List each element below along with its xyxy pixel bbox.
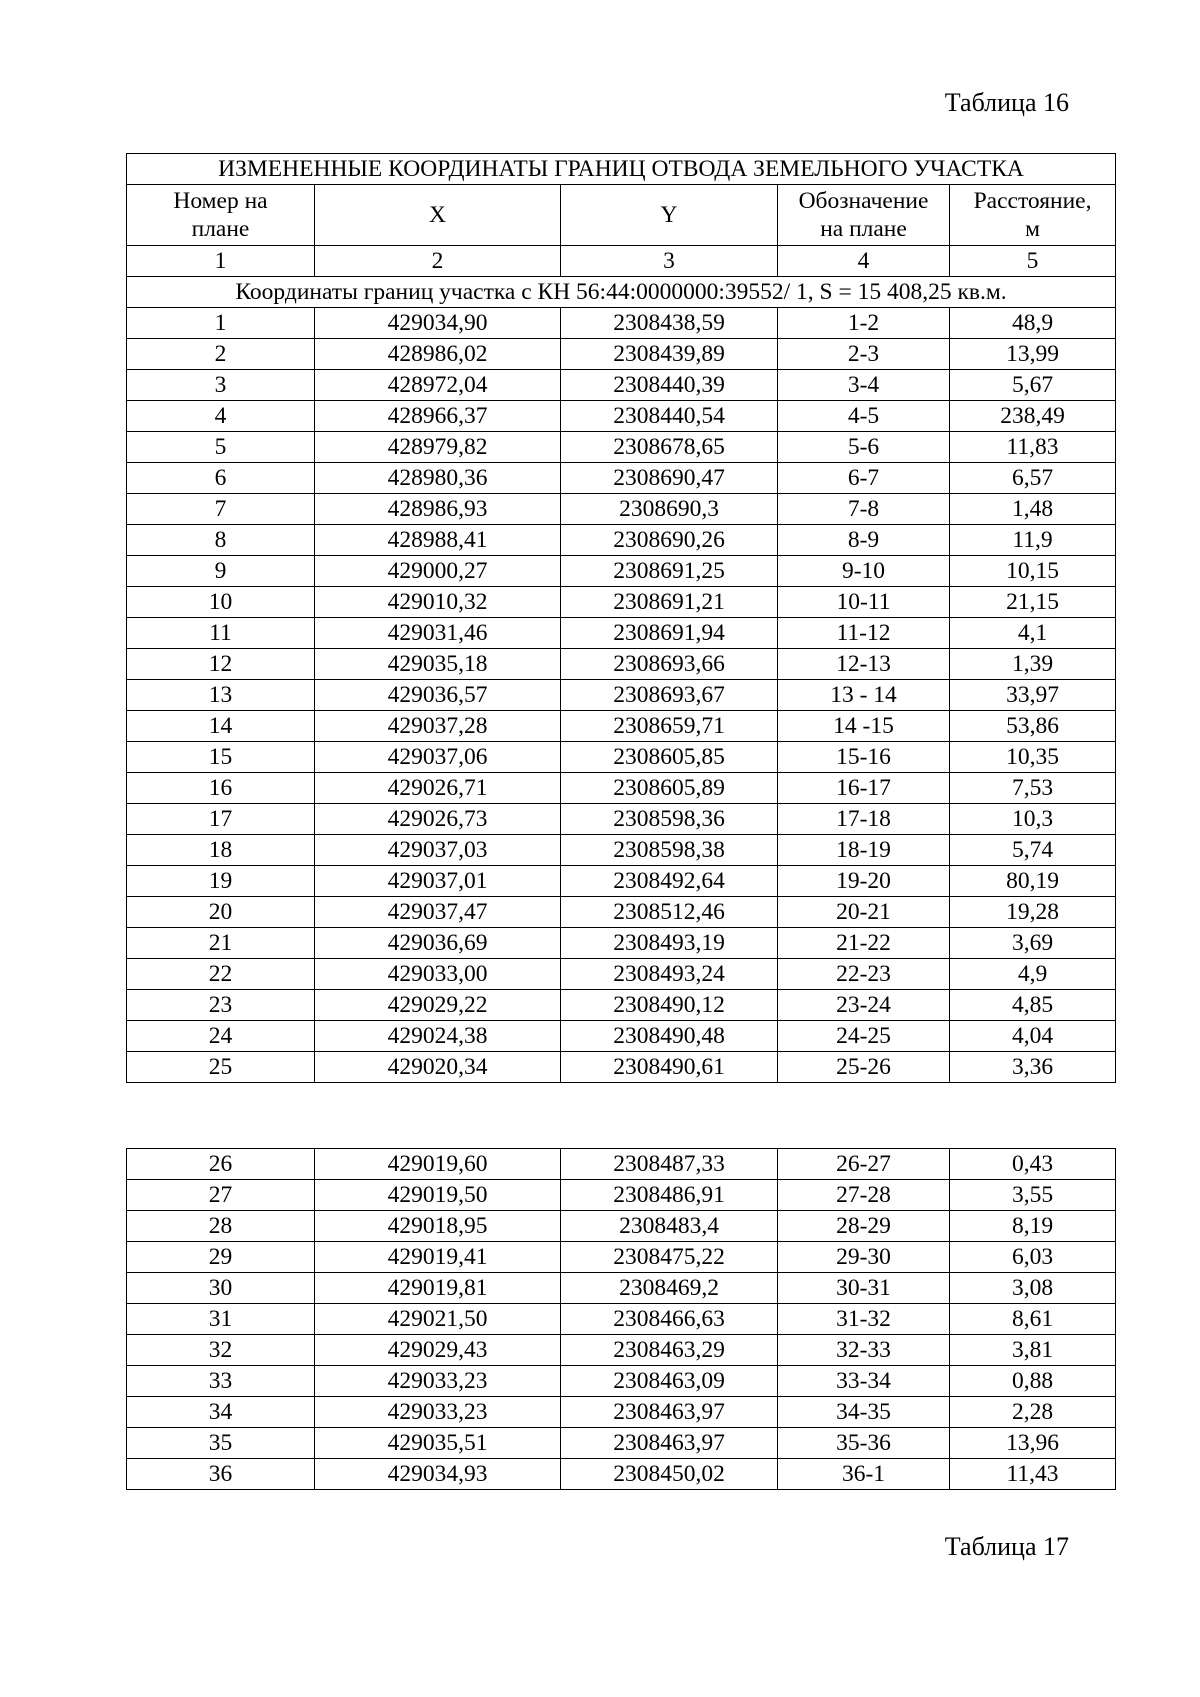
cell-x: 428980,36 [315, 463, 561, 494]
table-row [127, 308, 1116, 339]
cell-y: 2308690,3 [561, 494, 778, 525]
cell-x: 429019,41 [315, 1242, 561, 1273]
cell-distance: 10,15 [950, 556, 1116, 587]
cell-plan-number: 24 [127, 1021, 315, 1052]
cell-plan-number: 2 [127, 339, 315, 370]
cell-designation: 19-20 [778, 866, 950, 897]
cell-y: 2308463,97 [561, 1428, 778, 1459]
cell-designation: 18-19 [778, 835, 950, 866]
table-row [127, 1021, 1116, 1052]
cell-designation: 33-34 [778, 1366, 950, 1397]
table-row [127, 773, 1116, 804]
cell-designation: 14 -15 [778, 711, 950, 742]
cell-y: 2308490,12 [561, 990, 778, 1021]
table-row [127, 463, 1116, 494]
cell-y: 2308490,48 [561, 1021, 778, 1052]
cell-x: 429036,57 [315, 680, 561, 711]
cell-y: 2308693,67 [561, 680, 778, 711]
cell-designation: 32-33 [778, 1335, 950, 1366]
table-row [127, 556, 1116, 587]
cell-plan-number: 10 [127, 587, 315, 618]
header-plan-number [127, 185, 315, 246]
cell-designation: 11-12 [778, 618, 950, 649]
column-number-5: 5 [950, 246, 1116, 277]
table-row [127, 432, 1116, 463]
cell-x: 429024,38 [315, 1021, 561, 1052]
cell-x: 428979,82 [315, 432, 561, 463]
cell-plan-number: 17 [127, 804, 315, 835]
cell-plan-number: 14 [127, 711, 315, 742]
cell-distance: 3,08 [950, 1273, 1116, 1304]
cell-x: 429035,18 [315, 649, 561, 680]
cell-designation: 27-28 [778, 1180, 950, 1211]
cell-distance: 19,28 [950, 897, 1116, 928]
table-row [127, 897, 1116, 928]
cell-y: 2308466,63 [561, 1304, 778, 1335]
cell-designation: 31-32 [778, 1304, 950, 1335]
cell-y: 2308463,29 [561, 1335, 778, 1366]
cell-x: 429021,50 [315, 1304, 561, 1335]
cell-designation: 29-30 [778, 1242, 950, 1273]
cell-designation: 13 - 14 [778, 680, 950, 711]
title-row [127, 154, 1116, 185]
cell-distance: 1,48 [950, 494, 1116, 525]
cell-x: 429026,73 [315, 804, 561, 835]
cell-y: 2308475,22 [561, 1242, 778, 1273]
cell-distance: 1,39 [950, 649, 1116, 680]
table-row [127, 401, 1116, 432]
column-number-1: 1 [127, 246, 315, 277]
cell-plan-number: 9 [127, 556, 315, 587]
cell-designation: 20-21 [778, 897, 950, 928]
cell-plan-number: 16 [127, 773, 315, 804]
cell-designation: 7-8 [778, 494, 950, 525]
cell-plan-number: 29 [127, 1242, 315, 1273]
cell-distance: 7,53 [950, 773, 1116, 804]
cell-x: 428986,02 [315, 339, 561, 370]
table-row [127, 835, 1116, 866]
cell-distance: 13,96 [950, 1428, 1116, 1459]
cell-plan-number: 22 [127, 959, 315, 990]
table-row [127, 804, 1116, 835]
table-row [127, 1242, 1116, 1273]
cell-x: 429029,22 [315, 990, 561, 1021]
cell-y: 2308440,54 [561, 401, 778, 432]
cell-y: 2308659,71 [561, 711, 778, 742]
cell-distance: 0,43 [950, 1149, 1116, 1180]
table-title: ИЗМЕНЕННЫЕ КООРДИНАТЫ ГРАНИЦ ОТВОДА ЗЕМЕЛЬНОГО УЧАСТКА [127, 154, 1116, 185]
cell-x: 429035,51 [315, 1428, 561, 1459]
cell-plan-number: 4 [127, 401, 315, 432]
table-row [127, 525, 1116, 556]
cell-designation: 10-11 [778, 587, 950, 618]
cell-x: 429018,95 [315, 1211, 561, 1242]
cell-x: 429033,23 [315, 1366, 561, 1397]
cell-designation: 5-6 [778, 432, 950, 463]
cell-distance: 10,3 [950, 804, 1116, 835]
header-x [315, 185, 561, 246]
cell-plan-number: 8 [127, 525, 315, 556]
cell-y: 2308493,24 [561, 959, 778, 990]
cell-x: 429031,46 [315, 618, 561, 649]
cell-x: 428972,04 [315, 370, 561, 401]
cell-designation: 26-27 [778, 1149, 950, 1180]
cell-plan-number: 1 [127, 308, 315, 339]
cell-plan-number: 21 [127, 928, 315, 959]
coordinates-table-part2 [126, 1148, 1116, 1490]
cell-y: 2308693,66 [561, 649, 778, 680]
cell-y: 2308605,85 [561, 742, 778, 773]
cell-distance: 4,9 [950, 959, 1116, 990]
cell-x: 429019,81 [315, 1273, 561, 1304]
cell-y: 2308483,4 [561, 1211, 778, 1242]
cell-plan-number: 33 [127, 1366, 315, 1397]
cell-distance: 3,69 [950, 928, 1116, 959]
table-row [127, 1052, 1116, 1083]
table-row [127, 494, 1116, 525]
cell-plan-number: 6 [127, 463, 315, 494]
cell-designation: 2-3 [778, 339, 950, 370]
header-plan-number-line2: плане [191, 216, 250, 242]
cell-y: 2308490,61 [561, 1052, 778, 1083]
cell-designation: 6-7 [778, 463, 950, 494]
cell-designation: 16-17 [778, 773, 950, 804]
cell-plan-number: 11 [127, 618, 315, 649]
column-number-row [127, 246, 1116, 277]
table-row [127, 370, 1116, 401]
cell-x: 429036,69 [315, 928, 561, 959]
cell-plan-number: 30 [127, 1273, 315, 1304]
cell-y: 2308440,39 [561, 370, 778, 401]
cell-x: 429037,28 [315, 711, 561, 742]
cell-distance: 80,19 [950, 866, 1116, 897]
cell-distance: 3,81 [950, 1335, 1116, 1366]
cell-distance: 0,88 [950, 1366, 1116, 1397]
cell-x: 429010,32 [315, 587, 561, 618]
cell-y: 2308463,09 [561, 1366, 778, 1397]
header-x-label: X [429, 202, 446, 228]
header-distance-line2: м [1025, 216, 1040, 242]
section-row [127, 277, 1116, 308]
cell-y: 2308450,02 [561, 1459, 778, 1490]
cell-designation: 15-16 [778, 742, 950, 773]
header-designation [778, 185, 950, 246]
cell-plan-number: 34 [127, 1397, 315, 1428]
cell-plan-number: 32 [127, 1335, 315, 1366]
cell-designation: 1-2 [778, 308, 950, 339]
cell-y: 2308605,89 [561, 773, 778, 804]
cell-y: 2308690,47 [561, 463, 778, 494]
cell-plan-number: 13 [127, 680, 315, 711]
cell-x: 429034,90 [315, 308, 561, 339]
cell-designation: 12-13 [778, 649, 950, 680]
cell-distance: 5,74 [950, 835, 1116, 866]
cell-designation: 22-23 [778, 959, 950, 990]
cell-y: 2308690,26 [561, 525, 778, 556]
table-row [127, 339, 1116, 370]
cell-distance: 48,9 [950, 308, 1116, 339]
header-plan-number-line1: Номер на [173, 188, 268, 214]
header-designation-line1: Обозначение [798, 188, 929, 214]
header-y-label: Y [660, 202, 678, 228]
cell-x: 429020,34 [315, 1052, 561, 1083]
cell-distance: 8,19 [950, 1211, 1116, 1242]
cell-designation: 35-36 [778, 1428, 950, 1459]
cell-plan-number: 15 [127, 742, 315, 773]
cell-designation: 25-26 [778, 1052, 950, 1083]
cell-y: 2308691,94 [561, 618, 778, 649]
cell-x: 428966,37 [315, 401, 561, 432]
cell-distance: 8,61 [950, 1304, 1116, 1335]
cell-designation: 3-4 [778, 370, 950, 401]
header-designation-line2: на плане [820, 216, 907, 242]
table-row [127, 1397, 1116, 1428]
cell-y: 2308487,33 [561, 1149, 778, 1180]
table-row [127, 959, 1116, 990]
cell-distance: 10,35 [950, 742, 1116, 773]
cell-x: 429034,93 [315, 1459, 561, 1490]
cell-distance: 3,36 [950, 1052, 1116, 1083]
table-row [127, 680, 1116, 711]
header-distance-line1: Расстояние, [973, 188, 1092, 214]
cell-distance: 4,1 [950, 618, 1116, 649]
cell-designation: 30-31 [778, 1273, 950, 1304]
cell-x: 429033,00 [315, 959, 561, 990]
cell-y: 2308678,65 [561, 432, 778, 463]
cell-y: 2308493,19 [561, 928, 778, 959]
cell-plan-number: 7 [127, 494, 315, 525]
table-row [127, 1273, 1116, 1304]
cell-designation: 28-29 [778, 1211, 950, 1242]
cell-plan-number: 26 [127, 1149, 315, 1180]
column-number-3: 3 [561, 246, 778, 277]
header-distance [950, 185, 1116, 246]
cell-plan-number: 27 [127, 1180, 315, 1211]
cell-plan-number: 31 [127, 1304, 315, 1335]
cell-x: 429037,03 [315, 835, 561, 866]
cell-plan-number: 25 [127, 1052, 315, 1083]
cell-x: 429029,43 [315, 1335, 561, 1366]
cell-distance: 11,43 [950, 1459, 1116, 1490]
cell-plan-number: 5 [127, 432, 315, 463]
cell-designation: 8-9 [778, 525, 950, 556]
cell-y: 2308691,21 [561, 587, 778, 618]
cell-x: 428986,93 [315, 494, 561, 525]
cell-designation: 21-22 [778, 928, 950, 959]
cell-y: 2308598,38 [561, 835, 778, 866]
table-caption-top: Таблица 16 [944, 88, 1069, 117]
table-row [127, 1304, 1116, 1335]
cell-y: 2308486,91 [561, 1180, 778, 1211]
cell-distance: 3,55 [950, 1180, 1116, 1211]
table-row [127, 1180, 1116, 1211]
cell-y: 2308598,36 [561, 804, 778, 835]
cell-designation: 9-10 [778, 556, 950, 587]
table-caption-bottom: Таблица 17 [944, 1532, 1069, 1561]
table-row [127, 618, 1116, 649]
section-title: Координаты границ участка с КН 56:44:0000000:39552/ 1, S = 15 408,25 кв.м. [127, 277, 1116, 308]
cell-y: 2308439,89 [561, 339, 778, 370]
cell-x: 428988,41 [315, 525, 561, 556]
table-row [127, 742, 1116, 773]
cell-plan-number: 19 [127, 866, 315, 897]
cell-y: 2308492,64 [561, 866, 778, 897]
cell-plan-number: 12 [127, 649, 315, 680]
cell-distance: 33,97 [950, 680, 1116, 711]
cell-x: 429033,23 [315, 1397, 561, 1428]
cell-x: 429000,27 [315, 556, 561, 587]
cell-distance: 6,57 [950, 463, 1116, 494]
cell-distance: 6,03 [950, 1242, 1116, 1273]
cell-designation: 17-18 [778, 804, 950, 835]
cell-designation: 4-5 [778, 401, 950, 432]
cell-designation: 23-24 [778, 990, 950, 1021]
coordinates-table-part1 [126, 153, 1116, 1083]
cell-distance: 2,28 [950, 1397, 1116, 1428]
table-row [127, 1335, 1116, 1366]
header-row [127, 185, 1116, 246]
cell-distance: 11,83 [950, 432, 1116, 463]
table-row [127, 711, 1116, 742]
column-number-2: 2 [315, 246, 561, 277]
cell-designation: 36-1 [778, 1459, 950, 1490]
table-row [127, 649, 1116, 680]
cell-y: 2308438,59 [561, 308, 778, 339]
cell-distance: 13,99 [950, 339, 1116, 370]
cell-plan-number: 28 [127, 1211, 315, 1242]
table-row [127, 1459, 1116, 1490]
table-row [127, 866, 1116, 897]
cell-distance: 21,15 [950, 587, 1116, 618]
cell-distance: 11,9 [950, 525, 1116, 556]
cell-x: 429037,47 [315, 897, 561, 928]
cell-plan-number: 18 [127, 835, 315, 866]
table-row [127, 1211, 1116, 1242]
cell-y: 2308691,25 [561, 556, 778, 587]
cell-distance: 4,85 [950, 990, 1116, 1021]
cell-distance: 4,04 [950, 1021, 1116, 1052]
cell-plan-number: 3 [127, 370, 315, 401]
cell-plan-number: 20 [127, 897, 315, 928]
cell-y: 2308512,46 [561, 897, 778, 928]
header-y [561, 185, 778, 246]
table-row [127, 990, 1116, 1021]
cell-distance: 5,67 [950, 370, 1116, 401]
cell-distance: 238,49 [950, 401, 1116, 432]
cell-y: 2308469,2 [561, 1273, 778, 1304]
cell-plan-number: 35 [127, 1428, 315, 1459]
cell-plan-number: 36 [127, 1459, 315, 1490]
cell-designation: 34-35 [778, 1397, 950, 1428]
table-row [127, 1149, 1116, 1180]
cell-x: 429019,60 [315, 1149, 561, 1180]
cell-x: 429037,01 [315, 866, 561, 897]
cell-distance: 53,86 [950, 711, 1116, 742]
cell-x: 429026,71 [315, 773, 561, 804]
table-row [127, 587, 1116, 618]
table-row [127, 1366, 1116, 1397]
cell-x: 429019,50 [315, 1180, 561, 1211]
cell-y: 2308463,97 [561, 1397, 778, 1428]
table-row [127, 1428, 1116, 1459]
cell-designation: 24-25 [778, 1021, 950, 1052]
column-number-4: 4 [778, 246, 950, 277]
cell-plan-number: 23 [127, 990, 315, 1021]
table-row [127, 928, 1116, 959]
cell-x: 429037,06 [315, 742, 561, 773]
